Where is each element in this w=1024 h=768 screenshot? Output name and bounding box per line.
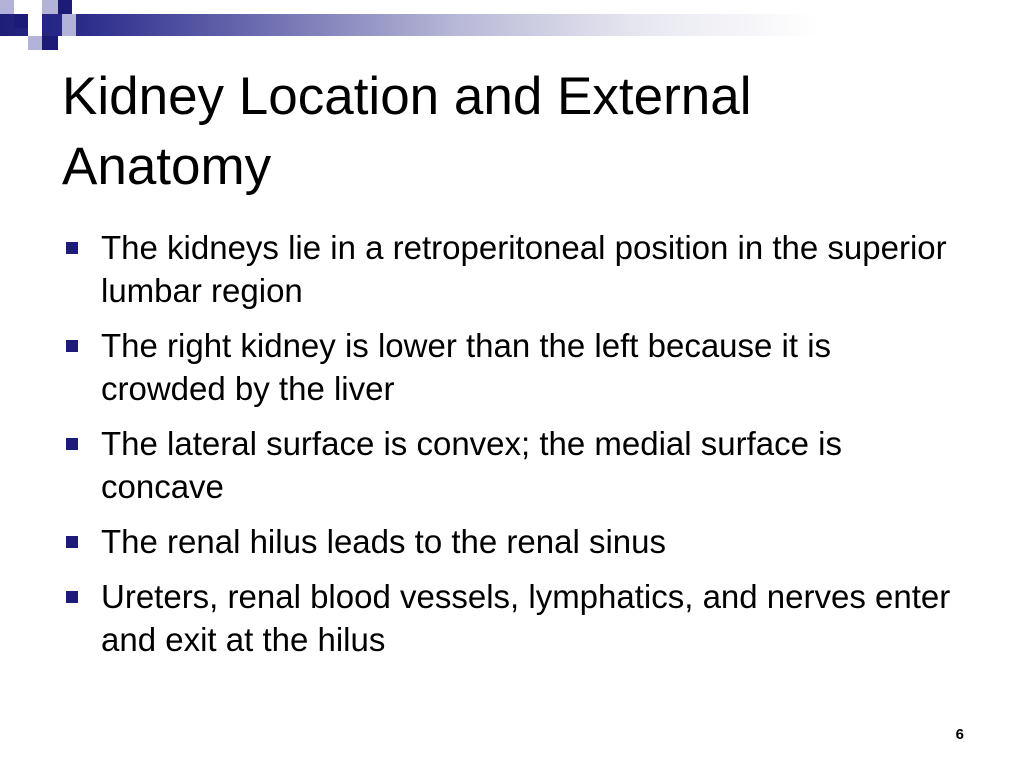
slide-title: Kidney Location and External Anatomy [62, 67, 752, 196]
bullet-text: The renal hilus leads to the renal sinus [101, 523, 666, 560]
list-item [62, 520, 962, 563]
bullet-text: The kidneys lie in a retroperitoneal position in the superior lumbar region [101, 229, 947, 309]
list-item [62, 226, 962, 312]
square-bullet-icon [66, 438, 78, 450]
square-bullet-icon [66, 591, 78, 603]
square-bullet-icon [66, 536, 78, 548]
square-bullet-icon [66, 340, 78, 352]
header-gradient-band [0, 14, 1024, 36]
bullet-text: The lateral surface is convex; the medial surface is concave [101, 425, 843, 505]
bullet-text: Ureters, renal blood vessels, lymphatics, and nerves enter and exit at the hilus [101, 578, 951, 658]
list-item [62, 422, 962, 508]
square-bullet-icon [66, 242, 78, 254]
page-number: 6 [955, 726, 964, 743]
list-item [62, 575, 962, 661]
bullet-list [62, 226, 962, 673]
bullet-text: The right kidney is lower than the left because it is crowded by the liver [101, 327, 832, 407]
list-item [62, 324, 962, 410]
